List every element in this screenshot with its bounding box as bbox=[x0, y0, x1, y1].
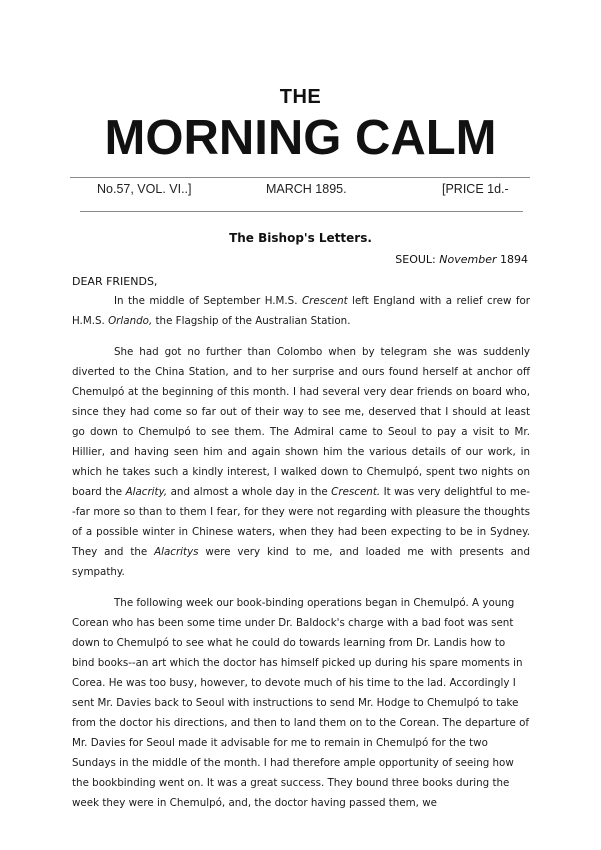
issue-price: [PRICE 1d.- bbox=[442, 182, 509, 196]
paragraph-3: The following week our book-binding operations began in Chemulpó. A young Corean who has been some time under Dr. Baldock's charge with a bad foot was sent down to Chemulpó to see what he could do towards learning from Dr. Landis how to bind books--an art which the doctor has himself picked up during his spare moments in Corea. He was too busy, however, to devote much of his time to the lad. Accordingly I sent Mr. Davies back to Seoul with instructions to send Mr. Hodge to Chemulpó to take from the doctor his directions, and then to land them on to the Corean. The departure of Mr. Davies for Seoul made it advisable for me to remain in Chemulpó for the two Sundays in the middle of the month. I had therefore ample opportunity of seeing how the bookbinding went on. It was a great success. They bound three books during the week they were in Chemulpó, and, the doctor having passed them, we bbox=[72, 597, 530, 809]
text-run: left England with a relief crew for H.M.S. bbox=[72, 295, 531, 327]
ship-name: Crescent. bbox=[331, 486, 381, 498]
text-run: the Flagship of the Australian Station. bbox=[152, 315, 351, 327]
text-run: It was very delightful to me--far more so than to them I fear, for they were not regarding with pleasure the thoughts of a possible winter in Chinese waters, when they had been expecting to be in Sydney. They and the bbox=[72, 486, 531, 558]
article-title: The Bishop's Letters. bbox=[229, 231, 372, 245]
issue-number: No.57, VOL. VI..] bbox=[97, 182, 192, 196]
ship-name: Alacrity, bbox=[125, 486, 168, 498]
letter-salutation: DEAR FRIENDS, bbox=[72, 275, 158, 288]
masthead-rule-top bbox=[70, 177, 530, 178]
masthead-rule-bottom bbox=[80, 211, 523, 212]
paragraph-1 bbox=[72, 291, 530, 331]
masthead-title: MORNING CALM bbox=[104, 111, 497, 165]
issue-date: MARCH 1895. bbox=[266, 182, 347, 196]
ship-name: Alacritys bbox=[154, 546, 199, 558]
dateline-place: SEOUL: bbox=[395, 253, 436, 266]
letter-dateline bbox=[395, 253, 528, 266]
letter-body bbox=[72, 291, 530, 824]
text-run: She had got no further than Colombo when by telegram she was suddenly diverted to the China Station, and to her surprise and ours found herself at anchor off Chemulpó at the beginning of this month. I had several very dear friends on board who, since they had come so far out of their way to see me, deserved that I should at least go down to Chemulpó to see them. The Admiral came to Seoul to pay a visit to Mr. Hillier, and having seen him and again shown him the various details of our work, in which he takes such a kindly interest, I walked down to Chemulpó, spent two nights on board the bbox=[72, 346, 530, 498]
text-run: were very kind to me, and loaded me with presents and sympathy. bbox=[72, 546, 530, 578]
text-run: In the middle of September H.M.S. bbox=[114, 295, 302, 307]
paragraph-2 bbox=[72, 342, 530, 582]
ship-name: Crescent bbox=[301, 295, 348, 307]
masthead-the: THE bbox=[279, 86, 322, 108]
dateline-year: 1894 bbox=[500, 253, 528, 266]
dateline-month: November bbox=[439, 253, 497, 266]
text-run: and almost a whole day in the bbox=[167, 486, 332, 498]
ship-name: Orlando, bbox=[108, 315, 153, 327]
